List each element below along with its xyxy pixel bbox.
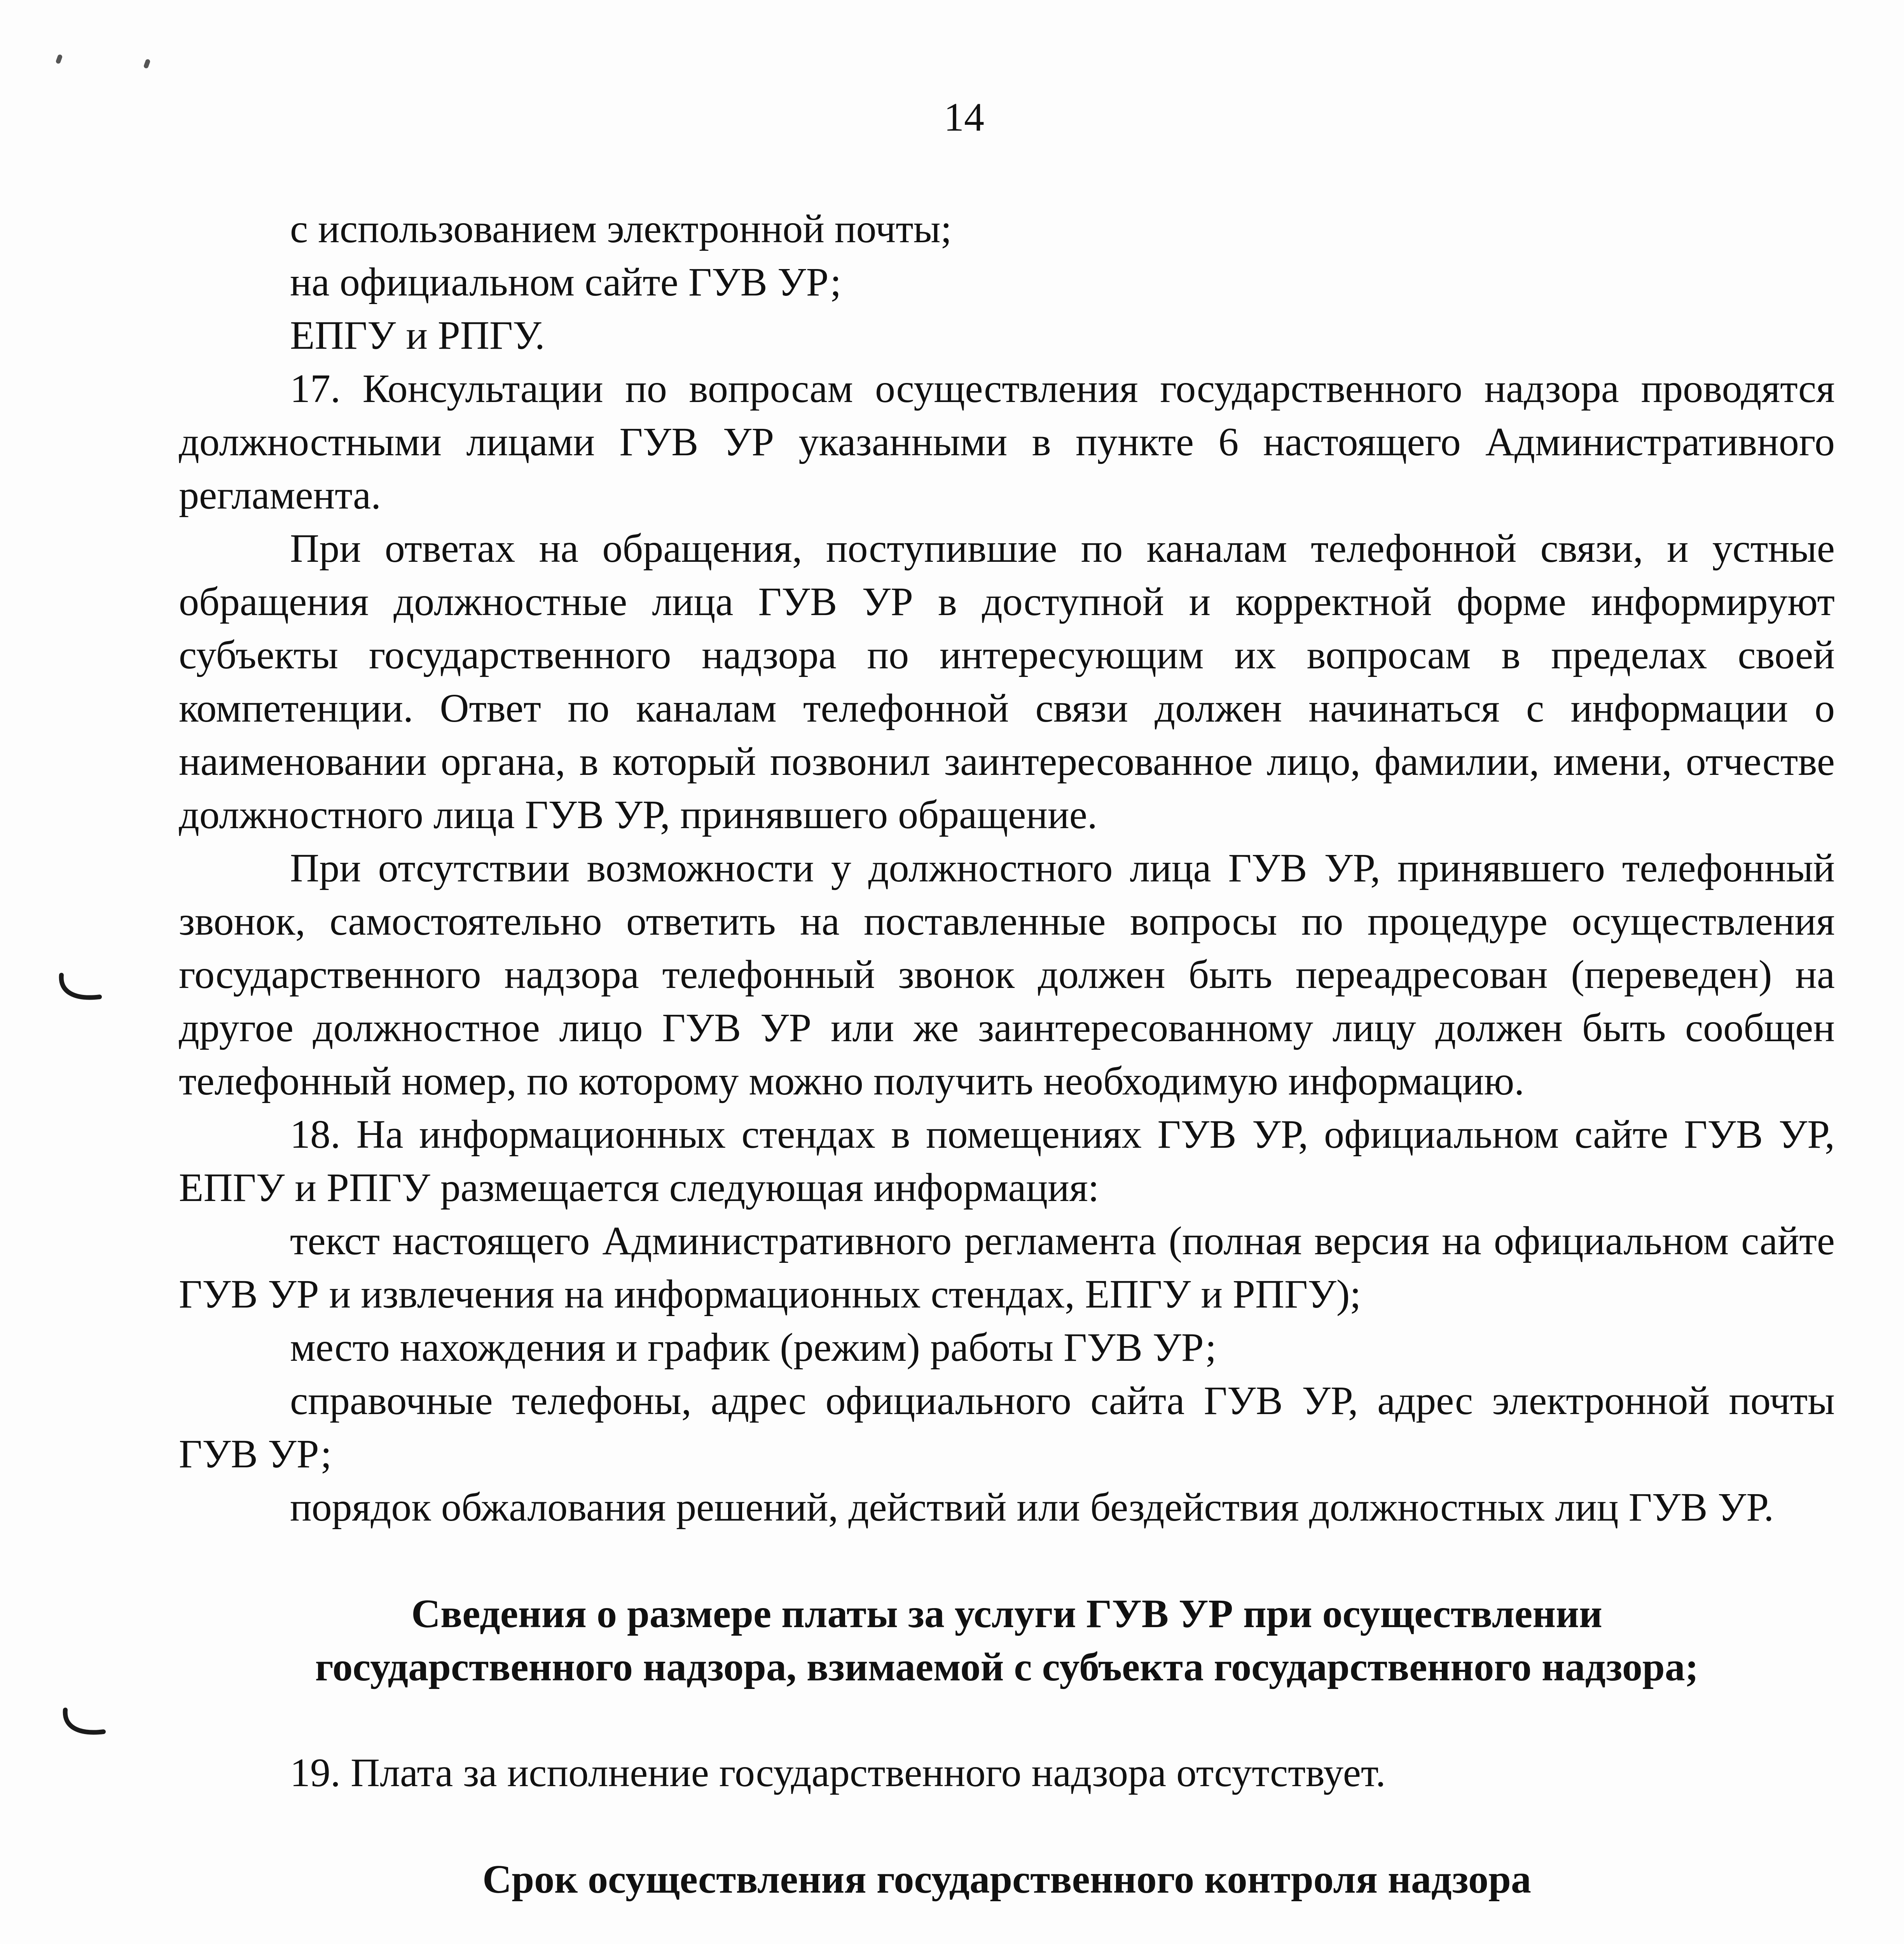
paragraph: При отсутствии возможности у должностного лица ГУВ УР, принявшего телефонный звонок, самостоятельно ответить на поставленные вопросы по процедуре осуществления государственного надзора телефонный звонок должен быть переадресован (переведен) на другое должностное лицо ГУВ УР или же заинтересованному лицу должен быть сообщен телефонный номер, по которому можно получить необходимую информацию. xyxy=(179,846,1835,1103)
paragraph: ЕПГУ и РПГУ. xyxy=(290,313,545,358)
heading-line: государственного надзора, взимаемой с субъекта государственного надзора; xyxy=(315,1645,1699,1689)
paragraph: порядок обжалования решений, действий или бездействия должностных лиц ГУВ УР. xyxy=(290,1485,1774,1530)
heading-line: Сведения о размере платы за услуги ГУВ УР при осуществлении xyxy=(411,1591,1602,1636)
paragraph: справочные телефоны, адрес официального сайта ГУВ УР, адрес электронной почты ГУВ УР; xyxy=(179,1378,1835,1476)
paragraph: текст настоящего Административного регламента (полная версия на официальном сайте ГУВ УР и извлечения на информационных стендах, ЕПГУ и РПГУ); xyxy=(179,1218,1835,1316)
paragraph: место нахождения и график (режим) работы ГУВ УР; xyxy=(290,1325,1217,1370)
paragraph: с использованием электронной почты; xyxy=(290,206,952,251)
paragraph-item-18: 18. На информационных стендах в помещениях ГУВ УР, официальном сайте ГУВ УР, ЕПГУ и РПГУ размещается следующая информация: xyxy=(179,1112,1835,1210)
hole-punch-mark xyxy=(58,1707,109,1742)
paragraph-item-17: 17. Консультации по вопросам осуществления государственного надзора проводятся должностными лицами ГУВ УР указанными в пункте 6 настоящего Административного регламента. xyxy=(179,366,1835,517)
hole-punch-mark xyxy=(54,972,105,1007)
heading-line: Срок осуществления государственного контроля надзора xyxy=(482,1857,1531,1902)
document-body xyxy=(179,202,1835,1944)
section-heading-term xyxy=(179,1853,1835,1906)
section-heading-fee xyxy=(179,1587,1835,1694)
paragraph: на официальном сайте ГУВ УР; xyxy=(290,260,842,304)
paragraph-item-19: 19. Плата за исполнение государственного надзора отсутствует. xyxy=(290,1750,1386,1795)
page-number: 14 xyxy=(944,95,984,140)
scan-mark xyxy=(143,59,150,69)
paragraph: При ответах на обращения, поступившие по каналам телефонной связи, и устные обращения должностные лица ГУВ УР в доступной и корректной форме информируют субъекты государственного надзора по интересующим их вопросам в пределах своей компетенции. Ответ по каналам телефонной связи должен начинаться с информации о наименовании органа, в который позвонил заинтересованное лицо, фамилии, имени, отчестве должностного лица ГУВ УР, принявшего обращение. xyxy=(179,526,1835,837)
scan-mark xyxy=(55,54,63,65)
